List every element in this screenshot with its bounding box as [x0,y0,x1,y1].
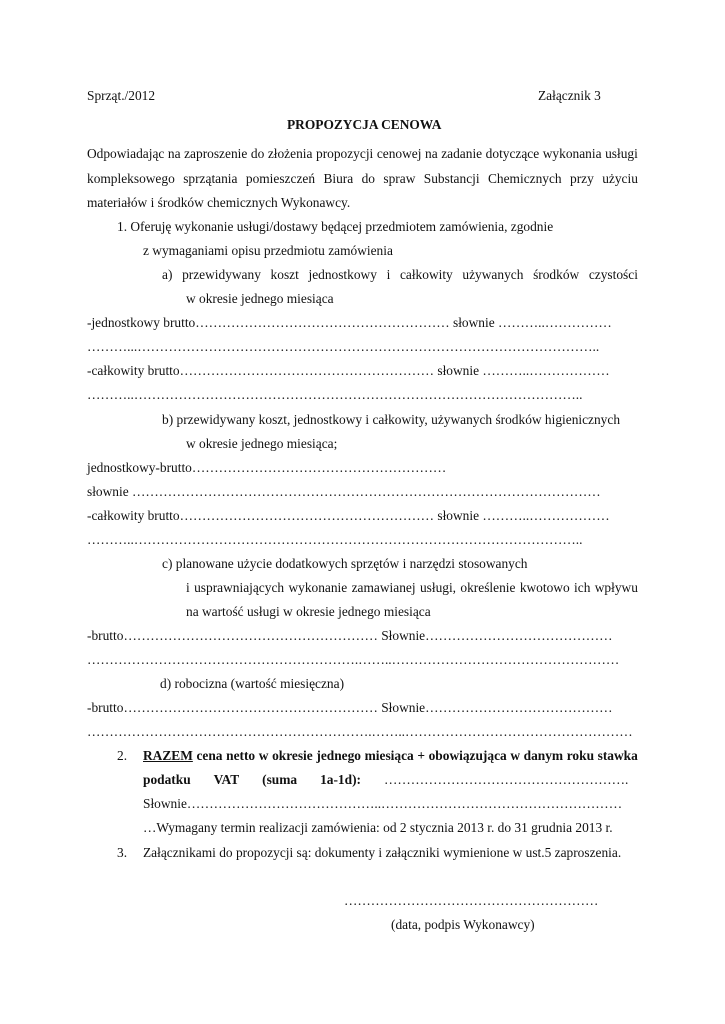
signature-field: ………………………………………………… [344,893,599,908]
document-reference: Sprząt./2012 [87,88,156,103]
word: usprawniających [194,580,285,595]
word: a) [162,267,173,282]
item-3-text: Załącznikami do propozycji są: dokumenty i załączniki wymienione w ust.5 zaproszenia. [143,845,622,860]
section-b-line-1: b) przewidywany koszt, jednostkowy i całkowity, używanych środków higienicznych [162,412,621,427]
word: przewidywany [182,267,261,282]
word: do [361,171,375,186]
word: na [425,146,438,161]
word: (suma [262,772,298,787]
word: na [167,146,181,161]
section-a-dots-line-1: ………...………………………………………………………………………………………….. [87,339,600,354]
word: netto [226,748,256,763]
word: stawka [597,748,638,763]
word: sprzątania [183,171,238,186]
word: Substancji [423,171,480,186]
word: zamawianej [351,580,416,595]
word: obowiązująca [428,748,507,763]
item-2-words-field: Słownie……………………………………..……………………………………………… [143,796,623,811]
word: usługi [605,146,638,161]
section-b-dots-line: ………..……………………………………………………………………………………….. [87,532,583,547]
item-1-line-1: 1. Oferuję wykonanie usługi/dostawy będącej przedmiotem zamówienia, zgodnie [117,219,554,234]
item-2-vat-label [143,772,361,788]
word: i [386,267,391,282]
word: cena [196,748,223,763]
intro-line-1 [87,146,638,162]
razem-label: RAZEM [143,748,193,763]
word: i [186,580,190,595]
word: w [258,748,269,763]
word: czystości [588,267,638,282]
section-d-gross-field: -brutto………………………………………………… Słownie…………………………………… [87,700,613,715]
word: spraw [383,171,416,186]
word: w [510,748,521,763]
word: wykonania [542,146,602,161]
section-b-total-gross-field: -całkowity brutto………………………………………………… słownie ………..……………… [87,508,610,523]
item-2-deadline: …Wymagany termin realizacji zamówienia: od 2 stycznia 2013 r. do 31 grudnia 2013 r. [143,820,613,835]
section-b-line-2: w okresie jednego miesiąca; [186,436,338,451]
word: usługi, [419,580,457,595]
item-3-number: 3. [117,845,128,860]
word: podatku [143,772,191,787]
word: propozycji [316,146,374,161]
item-2-number: 2. [117,748,128,763]
word: Biura [323,171,354,186]
word: VAT [213,772,240,787]
word: przy [570,171,594,186]
section-a-unit-gross-field: -jednostkowy brutto………………………………………………… słownie ………..…………… [87,315,612,330]
section-c-line-2 [186,580,638,596]
section-a-line-2: w okresie jednego miesiąca [186,291,334,306]
word: okresie [272,748,313,763]
word: cenowej [376,146,422,161]
word: jednostkowy [308,267,377,282]
word: określenie [460,580,516,595]
word: ich [574,580,591,595]
word: Chemicznych [487,171,562,186]
word: jednego [316,748,361,763]
word: używanych [462,267,524,282]
word: roku [566,748,595,763]
word: zaproszenie [184,146,248,161]
word: pomieszczeń [245,171,316,186]
word: dotyczące [485,146,540,161]
section-a-line-1 [162,267,638,283]
signature-caption: (data, podpis Wykonawcy) [391,917,535,932]
attachment-label: Załącznik 3 [538,88,601,103]
section-d-line-1: d) robocizna (wartość miesięczna) [160,676,345,691]
word: użyciu [602,171,638,186]
item-2-line-1 [143,748,638,764]
word: do [250,146,265,161]
section-b-unit-gross-field: jednostkowy-brutto………………………………………………… [87,460,447,475]
item-1-line-2: z wymaganiami opisu przedmiotu zamówienia [143,243,393,258]
intro-line-3: materiałów i środków chemicznych Wykonawcy. [87,195,351,210]
word: danym [523,748,564,763]
section-d-dots-line: ……………………………………………………….……..…………………………………………… [87,724,633,739]
intro-line-2 [87,171,638,187]
word: środków [533,267,580,282]
word: + [417,748,425,763]
word: całkowity [399,267,453,282]
word: miesiąca [364,748,414,763]
page-title: PROPOZYCJA CENOWA [287,117,442,132]
section-c-line-1: c) planowane użycie dodatkowych sprzętów i narzędzi stosowanych [162,556,528,571]
section-b-words-field: słownie …………………………………………………………………………………………… [87,484,601,499]
word: 1a-1d): [320,772,361,787]
section-c-gross-field: -brutto………………………………………………… Słownie…………………………………… [87,628,613,643]
word: Odpowiadając [87,146,165,161]
word: złożenia [267,146,313,161]
word: zadanie [441,146,483,161]
word: koszt [270,267,299,282]
section-a-total-gross-field: -całkowity brutto………………………………………………… słownie ………..……………… [87,363,610,378]
section-a-dots-line-2: ………..……………………………………………………………………………………….. [87,387,583,402]
section-c-line-3: na wartość usługi w okresie jednego miesiąca [186,604,431,619]
word: kwotowo [519,580,570,595]
word: wpływu [594,580,638,595]
item-2-total-field: ………………………………………………. [384,772,629,787]
section-c-dots-line: …………………………………………………….……..…………………………………………… [87,652,620,667]
word: wykonanie [288,580,348,595]
word: kompleksowego [87,171,175,186]
